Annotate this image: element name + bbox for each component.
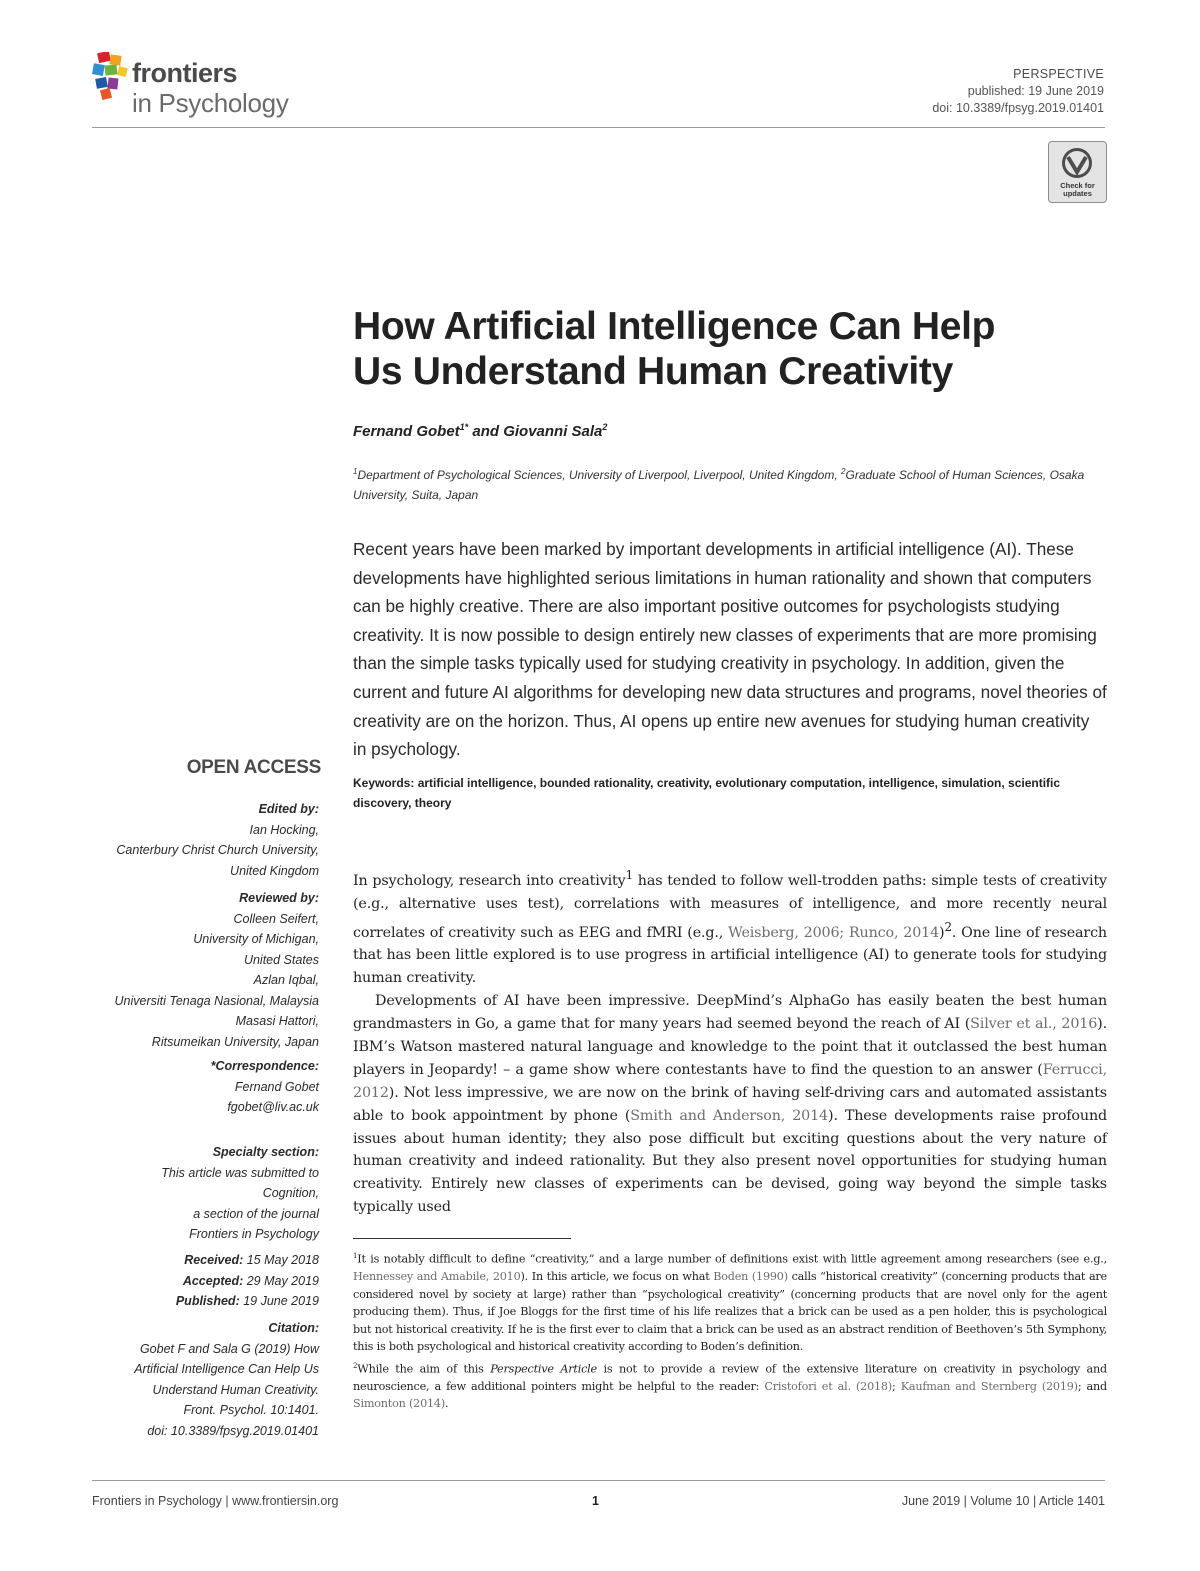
reviewer-line: United States [243,952,319,967]
citation-doi-link[interactable]: doi: 10.3389/fpsyg.2019.01401 [147,1423,319,1438]
citation-label: Citation: [268,1321,319,1335]
title-line: Us Understand Human Creativity [353,350,953,393]
dates-info [176,1250,319,1312]
citation-link[interactable]: Weisberg, 2006; Runco, 2014 [728,924,940,941]
text-run: ) [939,924,945,941]
header-divider [92,127,1105,128]
edited-by-label: Edited by: [258,802,319,816]
author-list [353,422,607,440]
accepted-date: 29 May 2019 [243,1273,319,1288]
abstract: Recent years have been marked by important developments in artificial intelligence (AI). These developments have highlighted serious limitations in human rationality and shown that computers can be highly creative. There are also important positive outcomes for psychologists studying creativity. It is now possible to design entirely new classes of experiments that are more promising than the simple tasks typically used for studying creativity in psychology. In addition, given the current and future AI algorithms for developing new data structures and programs, novel theories of creativity are on the horizon. Thus, AI opens up entire new avenues for studying human creativity in psychology. [353,539,1107,760]
specialty-line: Cognition, [262,1186,319,1200]
text-run: has tended to follow well-trodden paths: simple tests of creativity (e.g., alternative uses test), correlations with measures of intelligence, and more recently neural correlates of creativity such as EEG and fMRI (e.g., [353,872,1107,941]
citation-line: Gobet F and Sala G (2019) How [139,1341,319,1356]
footer-issue-info: June 2019 | Volume 10 | Article 1401 [901,1494,1105,1508]
body-paragraph [353,990,1107,1219]
footnote-mark: 1 [353,1252,358,1260]
footer-divider [92,1480,1105,1481]
footnote [353,1248,1107,1356]
correspondence-name: Fernand Gobet [234,1079,319,1094]
text-run: ). These developments raise profound issues about human identity; they also pose difficult but exciting questions about the very nature of human creativity and indeed rationality. But they also present novel opportunities for studying human creativity. Entirely new classes of experiments can be devised, going way beyond the simple tasks typically used [353,1107,1108,1216]
author-affiliation-mark: 2 [602,422,608,432]
reviewer-line: Universiti Tenaga Nasional, Malaysia [114,993,319,1008]
citation-info [134,1318,319,1441]
text-run: ). In this article, we focus on what [520,1270,714,1284]
specialty-label: Specialty section: [212,1145,319,1159]
page-number: 1 [592,1494,599,1508]
correspondence-info [211,1056,319,1118]
body-text [353,864,1107,1219]
citation-line: Front. Psychol. 10:1401. [183,1403,319,1417]
text-run: It is notably difficult to define “creativity,” and a large number of definitions exist with little agreement among researchers (see e.g., [357,1252,1107,1266]
editor-line: Canterbury Christ Church University, [116,843,319,857]
correspondence-email-link[interactable]: fgobet@liv.ac.uk [227,1100,319,1114]
citation-line: Understand Human Creativity. [152,1382,319,1397]
citation-link[interactable]: Simonton (2014) [353,1397,445,1411]
affiliation-text: Graduate School of Human Sciences, Osaka University, Suita, Japan [353,468,1085,502]
reviewer-info [115,888,320,1052]
update-check-icon [1057,146,1097,182]
citation-line: Artificial Intelligence Can Help Us [134,1362,319,1376]
citation-link[interactable]: Cristofori et al. (2018) [764,1379,892,1393]
text-run: ; [892,1379,901,1393]
author-name[interactable]: Fernand Gobet [353,423,460,440]
editor-info [116,799,319,881]
article-title [353,304,1113,394]
text-run: In psychology, research into creativity [353,872,626,889]
badge-label: Check for updates [1060,181,1095,198]
affiliation-mark: 2 [841,467,846,476]
text-run-italic: Perspective Article [490,1362,597,1376]
citation-link[interactable]: Boden (1990) [713,1270,788,1284]
author-separator: and [468,423,504,440]
specialty-line: a section of the journal [193,1206,319,1221]
text-run: ; and [1077,1379,1107,1393]
footer-journal-link[interactable]: Frontiers in Psychology | www.frontiersin.org [92,1494,339,1508]
open-access-label: OPEN ACCESS [186,757,321,778]
received-date: 15 May 2018 [243,1253,319,1267]
frontiers-logo-icon [90,52,130,100]
article-meta [932,66,1104,117]
citation-link[interactable]: Ferrucci, 2012 [353,1061,1107,1101]
specialty-line: Frontiers in Psychology [189,1227,319,1241]
editor-line: Ian Hocking, [249,822,319,837]
logo-journal-name: in Psychology [132,88,289,118]
journal-logo[interactable] [90,52,320,122]
body-paragraph [353,864,1107,990]
author-name[interactable]: Giovanni Sala [503,423,603,440]
affiliation-text: Department of Psychological Sciences, University of Liverpool, Liverpool, United Kingdom, [357,468,842,482]
specialty-line: This article was submitted to [161,1165,319,1180]
footnote [353,1358,1107,1413]
text-run: ). Not less impressive, we are now on the brink of having self-driving cars and automated assistants able to book appointment by phone ( [353,1084,1107,1124]
reviewed-by-label: Reviewed by: [239,891,319,905]
reviewer-line: Ritsumeikan University, Japan [151,1034,319,1049]
footnote-ref[interactable]: 2 [944,919,952,934]
author-affiliation-mark: 1* [459,422,469,432]
keywords [353,773,1113,813]
citation-link[interactable]: Kaufman and Sternberg (2019) [900,1379,1078,1393]
text-run: . One line of research that has been little explored is to use progress in artificial intelligence (AI) to generate tools for studying human creativity. [353,924,1107,987]
affiliation-mark: 1 [353,467,358,476]
article-doi: doi: 10.3389/fpsyg.2019.01401 [932,101,1104,115]
reviewer-line: Masasi Hattori, [235,1014,319,1028]
reviewer-line: Colleen Seifert, [233,911,319,926]
text-run: calls “historical creativity” (concerning products that are considered novel by society at large) rather than “psychological creativity” (concerning products that are novel only for the agent producing them). Thus, if Joe Bloggs for the first time of his life realizes that a brick can be used as a pen holder, this is psychological but not historical creativity. If he is the first ever to claim that a brick can be used as an abstract rendition of Beethoven’s 5th Symphony, this is both psychological and historical creativity according to Boden’s definition. [353,1270,1107,1354]
footnote-divider [353,1238,571,1239]
keywords-label: Keywords: [353,776,415,790]
editor-line: United Kingdom [230,863,319,878]
citation-link[interactable]: Smith and Anderson, 2014 [630,1107,829,1124]
published-label: Published: [175,1294,240,1308]
received-label: Received: [184,1253,244,1267]
footnote-mark: 2 [353,1361,358,1370]
text-run: While the aim of this [357,1362,491,1376]
citation-link[interactable]: Silver et al., 2016 [970,1015,1098,1032]
article-type: PERSPECTIVE [1013,67,1104,81]
text-run: ). IBM’s Watson mastered natural language and knowledge to the point that it outclassed the best human players in Jeopardy! – a game show where contestants have to find the question to an answer ( [353,1015,1107,1078]
reviewer-line: University of Michigan, [193,932,319,946]
keywords-text: artificial intelligence, bounded rationality, creativity, evolutionary computation, intelligence, simulation, scientific discovery, theory [353,776,1061,810]
footnote-ref[interactable]: 1 [625,868,634,882]
text-run: . [445,1397,449,1411]
accepted-label: Accepted: [182,1273,244,1288]
reviewer-line: Azlan Iqbal, [253,973,319,987]
affiliations [353,462,1113,505]
specialty-info [161,1142,319,1245]
text-run: is not to provide a review of the extensive literature on creativity in psychology and neuroscience, a few additional pointers might be helpful to the reader: [353,1362,1107,1393]
published-date-side: 19 June 2019 [239,1294,319,1308]
text-run: Developments of AI have been impressive. DeepMind’s AlphaGo has easily beaten the best human grandmasters in Go, a game that for many years had seemed beyond the reach of AI ( [353,993,1107,1032]
citation-link[interactable]: Hennessey and Amabile, 2010 [353,1270,521,1284]
title-line: How Artificial Intelligence Can Help [353,305,996,348]
published-date: published: 19 June 2019 [967,84,1104,98]
correspondence-label: *Correspondence: [210,1059,319,1073]
logo-wordmark: frontiers [132,58,238,88]
footnotes [353,1248,1107,1415]
check-for-updates-button[interactable] [1048,141,1107,203]
